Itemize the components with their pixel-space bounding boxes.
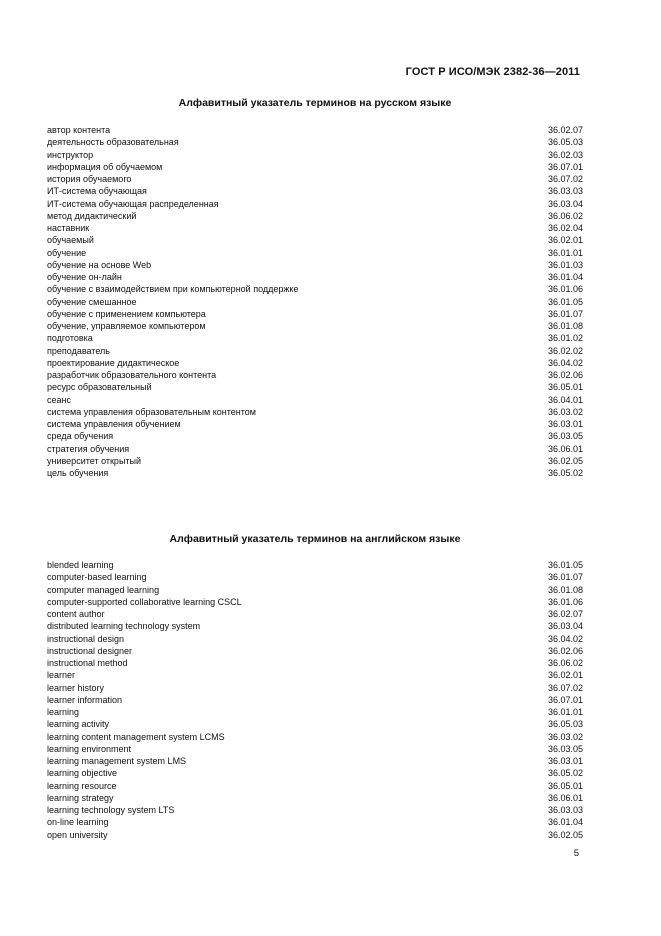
english-index-entry xyxy=(47,584,583,596)
index-term: история обучаемого xyxy=(47,174,132,184)
russian-index-entry xyxy=(47,210,583,222)
index-reference-number: 36.03.01 xyxy=(547,419,583,429)
index-reference-number: 36.01.08 xyxy=(547,321,583,331)
english-index-entry xyxy=(47,767,583,779)
index-reference-number: 36.03.02 xyxy=(547,406,583,417)
english-index-entry xyxy=(47,755,583,767)
index-term: обучение с взаимодействием при компьютерной поддержке xyxy=(47,284,299,295)
russian-index-entry xyxy=(47,345,583,357)
russian-index-entry xyxy=(47,357,583,369)
english-index-entry xyxy=(47,682,583,694)
english-index-entry xyxy=(47,645,583,657)
index-term: университет открытый xyxy=(47,455,142,466)
index-term: обучаемый xyxy=(47,235,94,246)
index-reference-number: 36.05.01 xyxy=(547,382,583,393)
index-term: learning activity xyxy=(47,719,110,730)
index-term: проектирование дидактическое xyxy=(47,357,180,368)
index-reference-number: 36.01.08 xyxy=(547,584,583,595)
russian-index-entry xyxy=(47,259,583,271)
english-index-entry xyxy=(47,657,583,669)
index-term: instructional method xyxy=(47,658,128,668)
page-number: 5 xyxy=(573,848,579,859)
index-reference-number: 36.02.02 xyxy=(547,345,583,356)
document-code: ГОСТ Р ИСО/МЭК 2382-36—2011 xyxy=(405,66,580,78)
index-reference-number: 36.01.07 xyxy=(547,572,583,583)
index-reference-number: 36.03.03 xyxy=(547,186,583,197)
index-reference-number: 36.03.04 xyxy=(547,198,583,209)
index-reference-number: 36.02.07 xyxy=(547,609,583,619)
russian-index-entry xyxy=(47,271,583,283)
english-index-title: Алфавитный указатель терминов на английском языке xyxy=(169,533,461,545)
index-term: стратегия обучения xyxy=(47,443,130,454)
index-reference-number: 36.03.03 xyxy=(547,805,583,815)
index-term: computer-supported collaborative learning CSCL xyxy=(47,596,242,607)
index-term: ИТ-система обучающая xyxy=(47,186,147,197)
russian-index-entry xyxy=(47,149,583,161)
english-index-entry xyxy=(47,633,583,645)
index-term: learning xyxy=(47,707,80,717)
russian-index-entry xyxy=(47,283,583,295)
index-term: blended learning xyxy=(47,560,114,570)
index-term: сеанс xyxy=(47,394,71,405)
index-term: цель обучения xyxy=(47,468,109,478)
index-term: content author xyxy=(47,609,105,619)
index-term: distributed learning technology system xyxy=(47,621,201,632)
index-term: open university xyxy=(47,829,108,840)
index-term: learning objective xyxy=(47,768,118,779)
english-index-entry xyxy=(47,816,583,828)
index-reference-number: 36.05.03 xyxy=(547,137,583,148)
index-reference-number: 36.01.01 xyxy=(547,247,583,258)
russian-index-entry xyxy=(47,394,583,406)
index-reference-number: 36.07.02 xyxy=(547,682,583,693)
russian-index-entry xyxy=(47,222,583,234)
russian-index-entry xyxy=(47,467,583,479)
index-term: система управления образовательным контентом xyxy=(47,406,256,417)
index-reference-number: 36.06.02 xyxy=(547,658,583,668)
index-reference-number: 36.05.01 xyxy=(547,780,583,791)
russian-index-entry xyxy=(47,455,583,467)
index-reference-number: 36.05.03 xyxy=(547,719,583,730)
index-term: learning strategy xyxy=(47,792,114,803)
index-reference-number: 36.04.01 xyxy=(547,394,583,405)
index-term: наставник xyxy=(47,223,90,233)
english-index-entry xyxy=(47,731,583,743)
index-term: деятельность образовательная xyxy=(47,137,179,148)
russian-index-entry xyxy=(47,430,583,442)
russian-index-entry xyxy=(47,161,583,173)
index-reference-number: 36.01.06 xyxy=(547,284,583,295)
index-term: learning resource xyxy=(47,780,117,791)
index-term: learning environment xyxy=(47,743,132,754)
index-reference-number: 36.03.01 xyxy=(547,756,583,766)
index-term: разработчик образовательного контента xyxy=(47,370,217,380)
index-term: обучение смешанное xyxy=(47,296,137,307)
index-reference-number: 36.02.01 xyxy=(547,235,583,246)
index-term: computer managed learning xyxy=(47,584,160,595)
index-term: обучение на основе Web xyxy=(47,259,152,270)
index-reference-number: 36.02.05 xyxy=(547,829,583,840)
index-reference-number: 36.01.07 xyxy=(547,308,583,319)
russian-index-entry xyxy=(47,296,583,308)
russian-index-entry xyxy=(47,185,583,197)
index-reference-number: 36.03.02 xyxy=(547,731,583,742)
index-reference-number: 36.02.01 xyxy=(547,670,583,681)
index-term: инструктор xyxy=(47,149,94,160)
index-reference-number: 36.07.01 xyxy=(547,694,583,705)
index-term: обучение он-лайн xyxy=(47,272,122,282)
index-term: learner history xyxy=(47,682,105,693)
index-reference-number: 36.07.02 xyxy=(547,174,583,184)
english-index-entry xyxy=(47,620,583,632)
index-term: on-line learning xyxy=(47,817,109,828)
english-index-entry xyxy=(47,804,583,816)
index-reference-number: 36.02.04 xyxy=(547,223,583,233)
english-index-entry xyxy=(47,694,583,706)
english-index-entry xyxy=(47,669,583,681)
index-term: learner information xyxy=(47,694,123,705)
index-reference-number: 36.02.03 xyxy=(547,149,583,160)
english-index-entry xyxy=(47,571,583,583)
index-term: система управления обучением xyxy=(47,419,181,429)
english-index-entry xyxy=(47,718,583,730)
index-reference-number: 36.02.07 xyxy=(547,125,583,135)
index-term: ресурс образовательный xyxy=(47,382,152,393)
index-reference-number: 36.01.06 xyxy=(547,596,583,607)
english-index-list xyxy=(47,559,583,841)
english-index-entry xyxy=(47,780,583,792)
russian-index-entry xyxy=(47,308,583,320)
index-term: learning technology system LTS xyxy=(47,805,175,815)
russian-index-entry xyxy=(47,198,583,210)
index-reference-number: 36.05.02 xyxy=(547,768,583,779)
index-reference-number: 36.06.01 xyxy=(547,443,583,454)
russian-index-title: Алфавитный указатель терминов на русском языке xyxy=(178,97,452,109)
index-term: информация об обучаемом xyxy=(47,161,163,172)
russian-index-list xyxy=(47,124,583,479)
russian-index-entry xyxy=(47,173,583,185)
index-term: ИТ-система обучающая распределенная xyxy=(47,198,219,209)
english-index-entry xyxy=(47,596,583,608)
index-reference-number: 36.01.04 xyxy=(547,817,583,828)
index-term: computer-based learning xyxy=(47,572,147,583)
index-term: learner xyxy=(47,670,76,681)
russian-index-entry xyxy=(47,247,583,259)
index-reference-number: 36.06.02 xyxy=(547,210,583,221)
russian-index-entry xyxy=(47,443,583,455)
index-term: преподаватель xyxy=(47,345,110,356)
index-reference-number: 36.03.05 xyxy=(547,743,583,754)
index-reference-number: 36.01.03 xyxy=(547,259,583,270)
index-term: среда обучения xyxy=(47,431,114,442)
index-term: instructional design xyxy=(47,633,125,644)
english-index-entry xyxy=(47,743,583,755)
index-term: подготовка xyxy=(47,333,93,344)
russian-index-entry xyxy=(47,332,583,344)
index-term: обучение, управляемое компьютером xyxy=(47,321,206,331)
index-reference-number: 36.02.06 xyxy=(547,645,583,656)
english-index-entry xyxy=(47,829,583,841)
index-reference-number: 36.01.01 xyxy=(547,707,583,717)
index-reference-number: 36.01.04 xyxy=(547,272,583,282)
index-reference-number: 36.01.02 xyxy=(547,333,583,344)
index-reference-number: 36.02.05 xyxy=(547,455,583,466)
russian-index-entry xyxy=(47,418,583,430)
index-reference-number: 36.02.06 xyxy=(547,370,583,380)
russian-index-entry xyxy=(47,381,583,393)
index-reference-number: 36.07.01 xyxy=(547,161,583,172)
english-index-entry xyxy=(47,608,583,620)
index-term: learning content management system LCMS xyxy=(47,731,225,742)
index-term: метод дидактический xyxy=(47,210,137,221)
index-reference-number: 36.06.01 xyxy=(547,792,583,803)
index-term: обучение с применением компьютера xyxy=(47,308,206,319)
index-reference-number: 36.01.05 xyxy=(547,296,583,307)
russian-index-entry xyxy=(47,136,583,148)
index-reference-number: 36.03.05 xyxy=(547,431,583,442)
index-reference-number: 36.01.05 xyxy=(547,560,583,570)
russian-index-entry xyxy=(47,320,583,332)
index-reference-number: 36.03.04 xyxy=(547,621,583,632)
russian-index-entry xyxy=(47,234,583,246)
russian-index-entry xyxy=(47,406,583,418)
english-index-entry xyxy=(47,559,583,571)
index-reference-number: 36.04.02 xyxy=(547,633,583,644)
russian-index-entry xyxy=(47,369,583,381)
index-term: learning management system LMS xyxy=(47,756,187,766)
index-term: instructional designer xyxy=(47,645,133,656)
index-reference-number: 36.05.02 xyxy=(547,468,583,478)
index-reference-number: 36.04.02 xyxy=(547,357,583,368)
index-term: обучение xyxy=(47,247,87,258)
english-index-entry xyxy=(47,706,583,718)
russian-index-entry xyxy=(47,124,583,136)
index-term: автор контента xyxy=(47,125,111,135)
english-index-entry xyxy=(47,792,583,804)
